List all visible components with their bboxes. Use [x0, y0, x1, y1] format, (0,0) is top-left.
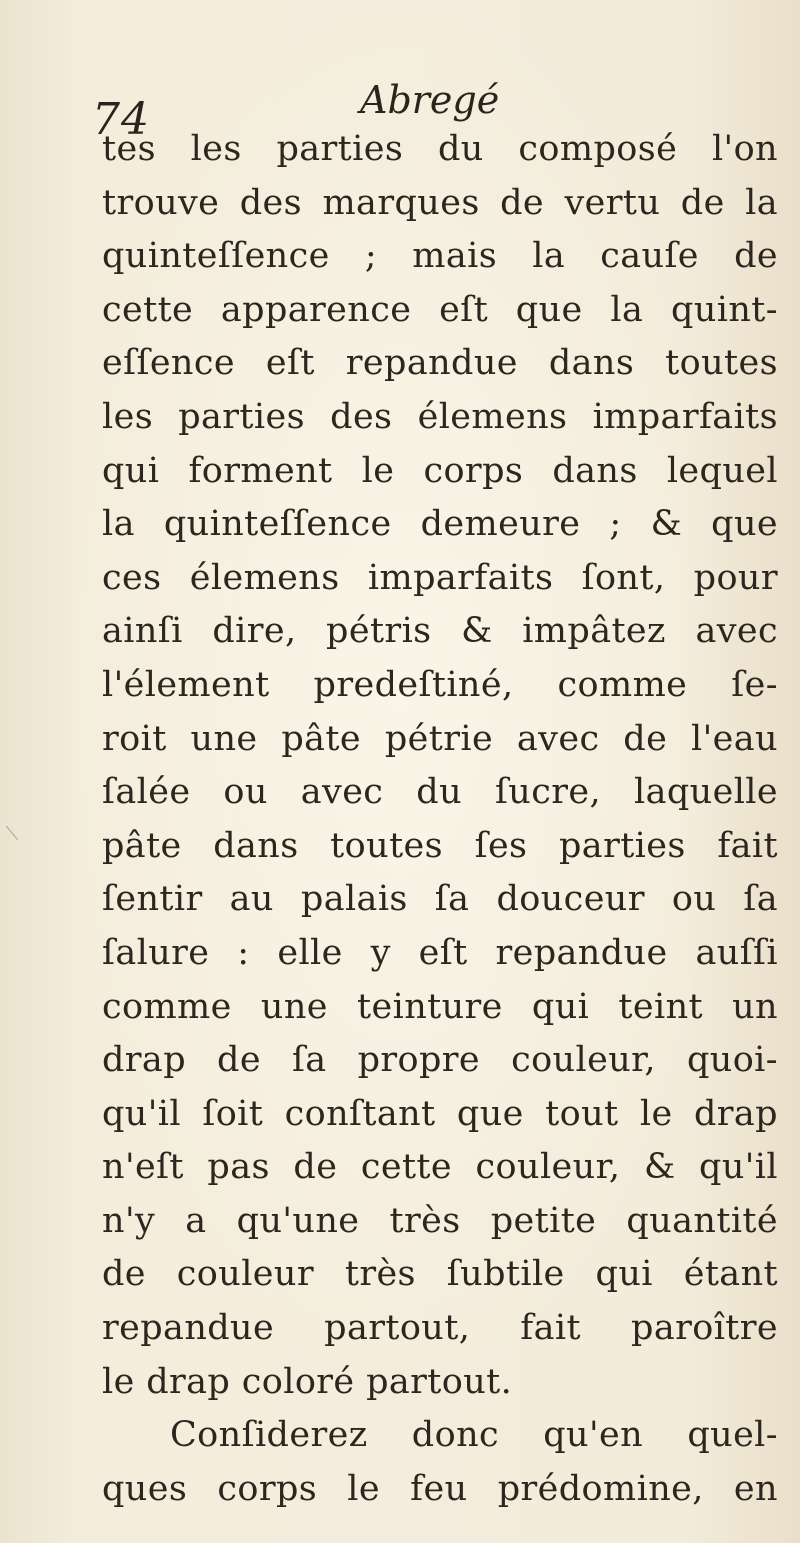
margin-mark: [6, 818, 28, 840]
body-text: [102, 123, 778, 1516]
text-line: cette apparence eſt que la quint-: [102, 289, 778, 330]
text-line: l'élement predeſtiné, comme ſe-: [102, 664, 778, 705]
text-line: le drap coloré partout.: [102, 1361, 513, 1402]
text-line: eſſence eſt repandue dans toutes: [102, 343, 778, 384]
page-number: 74: [92, 94, 150, 145]
text-line: ſentir au palais ſa douceur ou ſa: [102, 879, 778, 920]
text-line: pâte dans toutes ſes parties fait: [102, 825, 778, 866]
text-line: tes les parties du composé l'on: [102, 129, 778, 169]
text-line: trouve des marques de vertu de la: [102, 182, 778, 223]
text-line: de couleur très ſubtile qui étant: [102, 1254, 778, 1295]
text-line: ſalée ou avec du ſucre, laquelle: [102, 772, 778, 813]
text-line: ſalure : elle y eſt repandue auſſi: [102, 932, 778, 973]
text-line: comme une teinture qui teint un: [102, 986, 778, 1027]
running-head: Abregé: [360, 78, 500, 122]
text-line: Conſiderez donc qu'en quel-: [170, 1415, 778, 1456]
text-line: la quinteſſence demeure ; & que: [102, 504, 778, 545]
text-line: qu'il ſoit conſtant que tout le drap: [102, 1093, 778, 1134]
text-line: ainſi dire, pétris & impâtez avec: [102, 611, 778, 652]
text-line: qui forment le corps dans lequel: [102, 450, 778, 491]
text-line: drap de ſa propre couleur, quoi-: [102, 1040, 778, 1081]
text-line: n'eſt pas de cette couleur, & qu'il: [102, 1147, 778, 1188]
text-line: les parties des élemens imparfaits: [102, 396, 778, 437]
text-line: quinteſſence ; mais la cauſe de: [102, 236, 778, 277]
text-line: ques corps le feu prédomine, en: [102, 1468, 778, 1509]
text-line: ces élemens imparfaits ſont, pour: [102, 557, 778, 598]
text-line: n'y a qu'une très petite quantité: [102, 1200, 778, 1241]
text-line: repandue partout, fait paroître: [102, 1308, 778, 1349]
text-line: roit une pâte pétrie avec de l'eau: [102, 718, 778, 759]
